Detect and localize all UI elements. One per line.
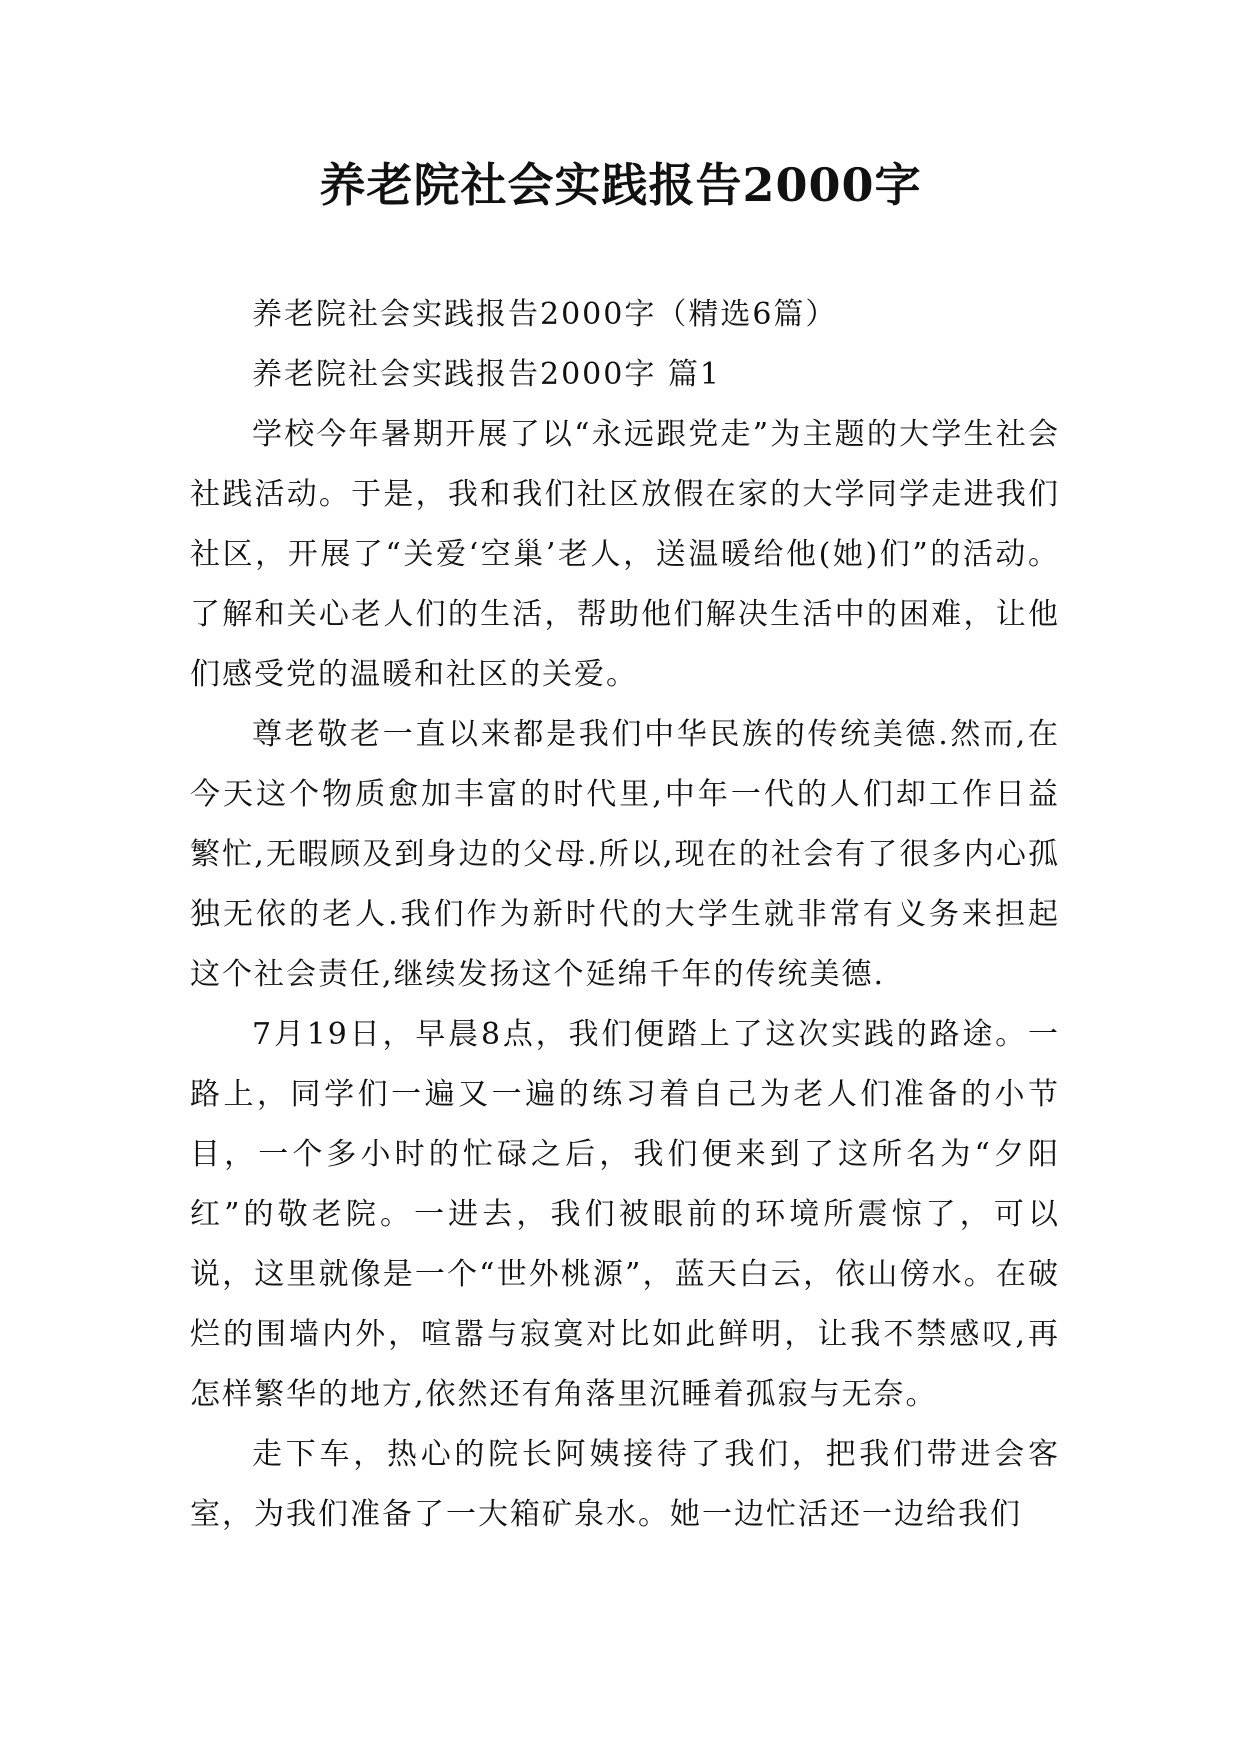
- paragraph-tradition: 尊老敬老一直以来都是我们中华民族的传统美德.然而,在今天这个物质愈加丰富的时代里,中年一代的人们却工作日益繁忙,无暇顾及到身边的父母.所以,现在的社会有了很多内心孤独无依的老人.我们作为新时代的大学生就非常有义务来担起这个社会责任,继续发扬这个延绵千年的传统美德.: [190, 717, 1060, 992]
- document-body: [190, 285, 1060, 1545]
- paragraph-subtitle: 养老院社会实践报告2000字（精选6篇）: [252, 297, 838, 332]
- document-title: 养老院社会实践报告2000字: [319, 158, 922, 212]
- paragraph-section-heading: 养老院社会实践报告2000字 篇1: [252, 357, 721, 392]
- paragraph-journey: 7月19日，早晨8点，我们便踏上了这次实践的路途。一路上，同学们一遍又一遍的练习着自己为老人们准备的小节目，一个多小时的忙碌之后，我们便来到了这所名为“夕阳红”的敬老院。一进去，我们被眼前的环境所震惊了，可以说，这里就像是一个“世外桃源”，蓝天白云，依山傍水。在破烂的围墙内外，喧嚣与寂寞对比如此鲜明，让我不禁感叹,再怎样繁华的地方,依然还有角落里沉睡着孤寂与无奈。: [190, 1017, 1060, 1412]
- paragraph-arrival: 走下车，热心的院长阿姨接待了我们，把我们带进会客室，为我们准备了一大箱矿泉水。她一边忙活还一边给我们: [190, 1437, 1060, 1532]
- paragraph-intro: 学校今年暑期开展了以“永远跟党走”为主题的大学生社会社践活动。于是，我和我们社区放假在家的大学同学走进我们社区，开展了“关爱‘空巢’老人，送温暖给他(她)们”的活动。了解和关心老人们的生活，帮助他们解决生活中的困难，让他们感受党的温暖和社区的关爱。: [190, 417, 1060, 692]
